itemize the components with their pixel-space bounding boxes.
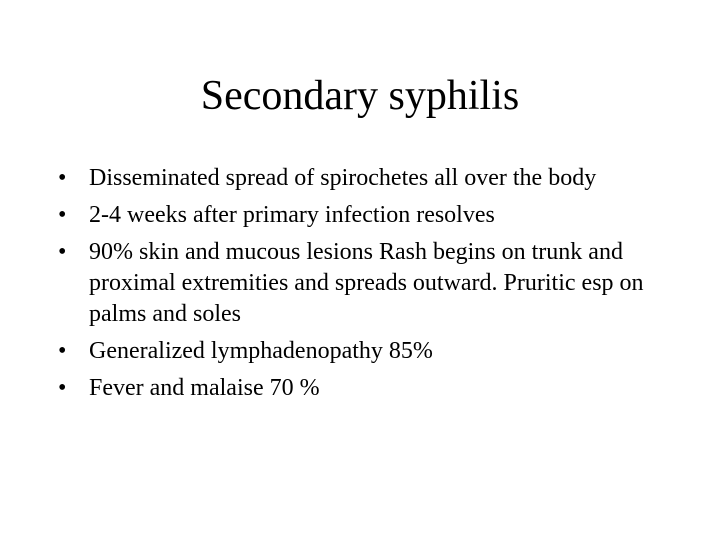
bullet-list (58, 163, 658, 410)
bullet-item (58, 163, 658, 194)
bullet-icon: • (58, 165, 67, 191)
bullet-item (58, 237, 658, 330)
bullet-icon: • (58, 338, 67, 364)
bullet-item (58, 373, 658, 404)
bullet-text: Generalized lymphadenopathy 85% (89, 338, 433, 364)
bullet-item (58, 336, 658, 367)
bullet-text: 2-4 weeks after primary infection resolves (89, 202, 495, 228)
bullet-icon: • (58, 375, 67, 401)
bullet-icon: • (58, 239, 67, 265)
bullet-icon: • (58, 202, 67, 228)
bullet-text: Fever and malaise 70 % (89, 375, 320, 401)
bullet-text: Disseminated spread of spirochetes all over the body (89, 165, 597, 191)
bullet-text: 90% skin and mucous lesions Rash begins on trunk and proximal extremities and spreads outward. Pruritic esp on palms and soles (89, 239, 644, 327)
slide-title: Secondary syphilis (200, 73, 520, 119)
bullet-item (58, 200, 658, 231)
